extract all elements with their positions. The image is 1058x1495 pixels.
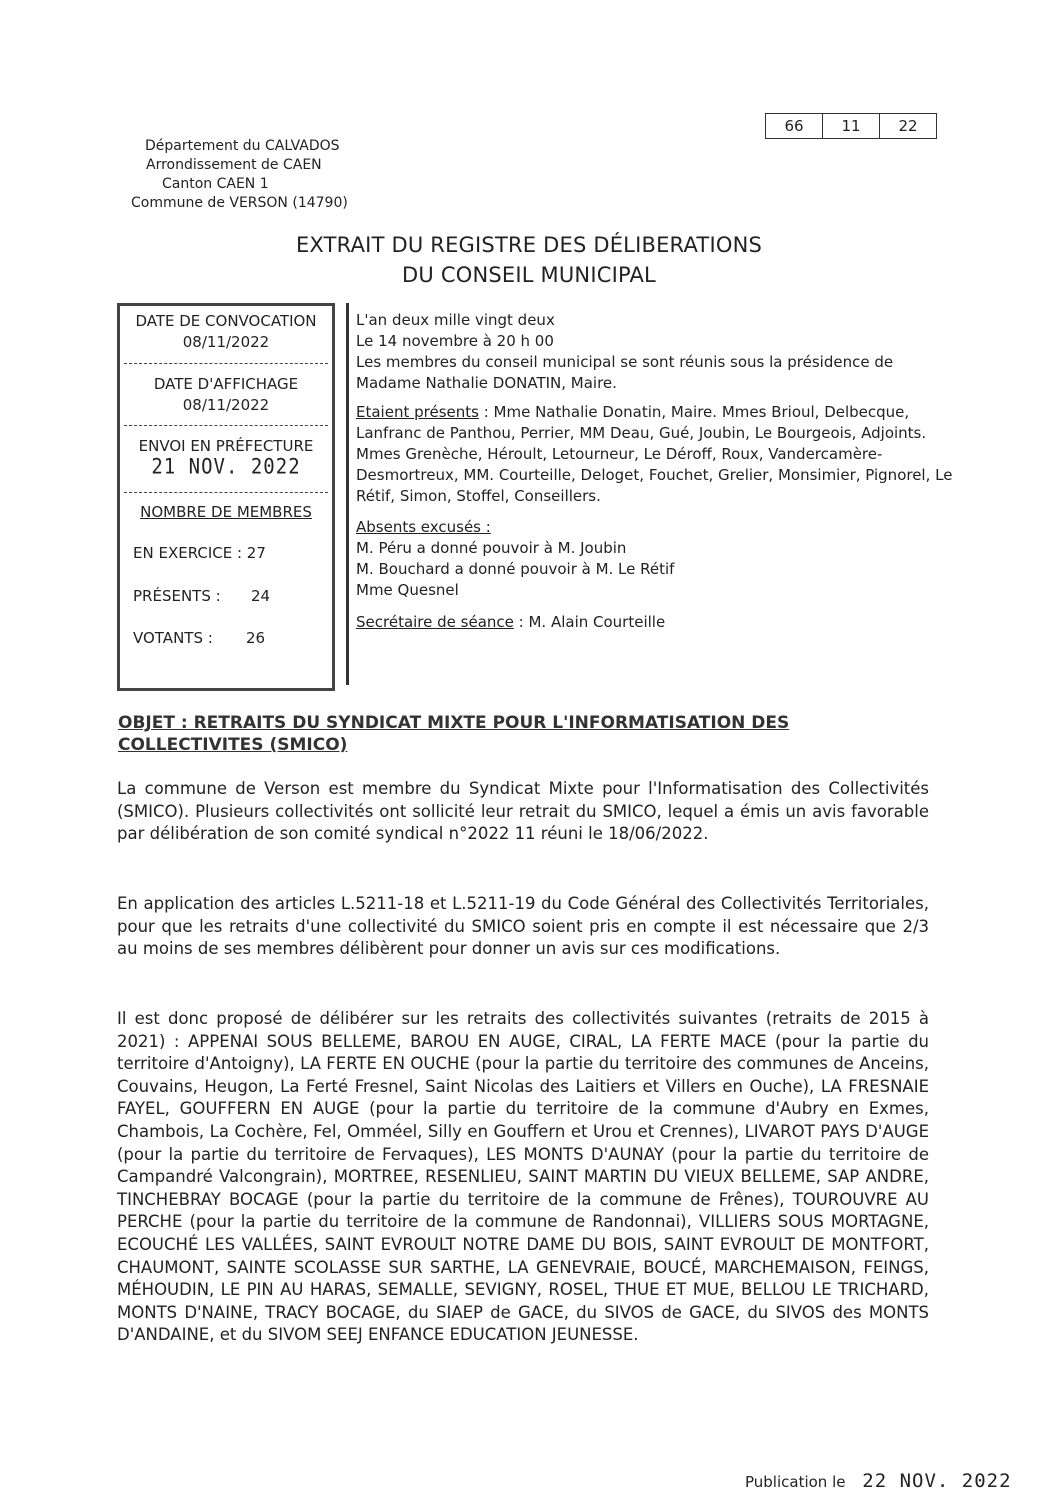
publication-line (745, 1470, 1012, 1492)
body-paragraph-1 (117, 778, 929, 846)
votants-value: 26 (246, 629, 266, 647)
convocation-section (120, 306, 332, 363)
absent-item: Mme Quesnel (356, 581, 459, 599)
absent-item: M. Péru a donné pouvoir à M. Joubin (356, 539, 627, 557)
secretaire-paragraph (356, 612, 956, 633)
canton-line: Canton CAEN 1 (162, 176, 269, 192)
paragraph-text: La commune de Verson est membre du Syndicat Mixte pour l'Informatisation des Collectivités (SMICO). Plusieurs collectivités ont sollicité leur retrait du SMICO, lequel a émis un avis favorable par délibération de son comité syndical n°2022 11 réuni le 18/06/2022. (117, 779, 929, 844)
secretaire-heading: Secrétaire de séance (356, 613, 514, 631)
presents-label: PRÉSENTS : (133, 587, 221, 605)
prefecture-section (120, 426, 332, 492)
document-title (0, 230, 1058, 290)
presents-paragraph (356, 402, 956, 507)
reference-cell: 22 (898, 117, 918, 135)
absents-heading: Absents excusés : (356, 518, 491, 536)
affichage-label: DATE D'AFFICHAGE (153, 375, 299, 393)
prefecture-date-stamp: 21 NOV. 2022 (151, 454, 301, 480)
votants-label: VOTANTS : (133, 629, 213, 647)
commune-line: Commune de VERSON (14790) (131, 195, 348, 211)
absent-item: M. Bouchard a donné pouvoir à M. Le Rétif (356, 560, 675, 578)
presents-value: 24 (251, 587, 271, 605)
session-details (356, 310, 956, 633)
body-paragraph-2 (117, 893, 929, 961)
convocation-date: 08/11/2022 (182, 333, 270, 351)
departement-line: Département du CALVADOS (145, 138, 340, 154)
prefecture-label: ENVOI EN PRÉFECTURE (138, 437, 314, 455)
session-date: Le 14 novembre à 20 h 00 (356, 332, 554, 350)
convocation-label: DATE DE CONVOCATION (135, 312, 317, 330)
body-paragraph-3 (117, 1008, 929, 1347)
title-line-1: EXTRAIT DU REGISTRE DES DÉLIBERATIONS (295, 233, 763, 257)
arrondissement-line: Arrondissement de CAEN (146, 157, 322, 173)
membres-label: NOMBRE DE MEMBRES (140, 503, 312, 521)
affichage-section (120, 364, 332, 425)
publication-date-stamp: 22 NOV. 2022 (862, 1470, 1012, 1492)
session-year: L'an deux mille vingt deux (356, 311, 555, 329)
objet-heading: OBJET : RETRAITS DU SYNDICAT MIXTE POUR L'INFORMATISATION DES COLLECTIVITES (SMICO) (118, 713, 790, 755)
title-line-2: DU CONSEIL MUNICIPAL (402, 263, 656, 287)
affichage-date: 08/11/2022 (182, 396, 270, 414)
presents-list: : Mme Nathalie Donatin, Maire. Mmes Brioul, Delbecque, Lanfranc de Panthou, Perrier, MM Deau, Gué, Joubin, Le Bourgeois, Adjoints. Mmes Grenèche, Héroult, Letourneur, Le Déroff, Roux, Vandercamère-Desmortreux, MM. Courteille, Deloget, Fouchet, Grelier, Monsimier, Pignorel, Le Rétif, Simon, Stoffel, Conseillers. (356, 403, 953, 505)
session-presidence: Les membres du conseil municipal se sont réunis sous la présidence de Madame Nathalie DONATIN, Maire. (356, 353, 894, 392)
presents-heading: Etaient présents (356, 403, 479, 421)
paragraph-text: En application des articles L.5211-18 et L.5211-19 du Code Général des Collectivités Territoriales, pour que les retraits d'une collectivité du SMICO soient pris en compte il est nécessaire que 2/3 au moins de ses membres délibèrent pour donner un avis sur ces modifications. (117, 894, 929, 959)
votants-row (133, 629, 266, 647)
presents-row (133, 587, 271, 605)
paragraph-text: Il est donc proposé de délibérer sur les retraits des collectivités suivantes (retraits de 2015 à 2021) : APPENAI SOUS BELLEME, BAROU EN AUGE, CIRAL, LA FERTE MACE (pour la partie du territoire d'Antoigny), LA FERTE EN OUCHE (pour la partie du territoire des communes de Anceins, Couvains, Heugon, La Ferté Fresnel, Saint Nicolas des Laitiers et Villers en Ouche), LA FRESNAIE FAYEL, GOUFFERN EN AUGE (pour la partie du territoire de la commune d'Aubry en Exmes, Chambois, La Cochère, Fel, Omméel, Silly en Gouffern et Urou et Crennes), LIVAROT PAYS D'AUGE (pour la partie du territoire de Fervaques), LES MONTS D'AUNAY (pour la partie du territoire de Campandré Valcongrain), MORTREE, RESENLIEU, SAINT MARTIN DU VIEUX BELLEME, SAP ANDRE, TINCHEBRAY BOCAGE (pour la partie du territoire de la commune de Frênes), TOUROUVRE AU PERCHE (pour la partie du territoire de la commune de Randonnai), VILLIERS SOUS MORTAGNE, ECOUCHÉ LES VALLÉES, SAINT EVROULT NOTRE DAME DU BOIS, SAINT EVROULT DE MONTFORT, CHAUMONT, SAINTE SCOLASSE SUR SARTHE, LA GENEVRAIE, BOUCÉ, MARCHEMAISON, FEINGS, MÉHOUDIN, LE PIN AU HARAS, SEMALLE, SEVIGNY, ROSEL, THUE ET MUE, BELLOU LE TRICHARD, MONTS D'NAINE, TRACY BOCAGE, du SIAEP de GACE, du SIVOS de GACE, du SIVOS des MONTS D'ANDAINE, et du SIVOM SEEJ ENFANCE EDUCATION JEUNESSE. (117, 1009, 929, 1345)
reference-cell: 66 (766, 114, 823, 138)
reference-number-box (765, 113, 937, 139)
meeting-info-box (117, 303, 335, 691)
publication-label: Publication le (745, 1473, 846, 1491)
en-exercice-count: EN EXERCICE : 27 (133, 544, 266, 562)
reference-cell: 11 (823, 114, 880, 138)
secretaire-name: : M. Alain Courteille (513, 613, 666, 631)
column-divider (346, 303, 349, 685)
